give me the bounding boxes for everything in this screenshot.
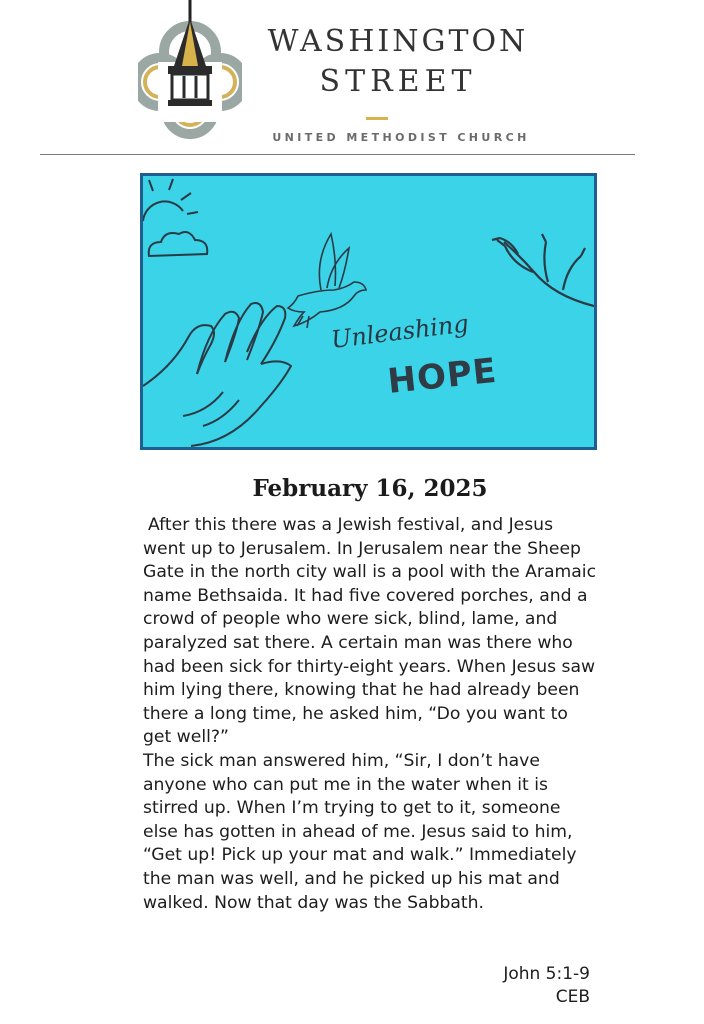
bulletin-date: February 16, 2025 [252,475,488,502]
church-name [238,22,558,102]
header-divider [40,154,635,155]
banner-script-text: Unleashing [329,309,471,354]
sermon-banner [140,173,597,450]
denomination-label: UNITED METHODIST CHURCH [272,131,530,144]
scripture-citation [440,963,590,1009]
branch-icon [492,234,594,306]
scripture-reference: John 5:1-9 [503,964,590,984]
scripture-paragraph-1: After this there was a Jewish festival, and Jesus went up to Jerusalem. In Jerusalem near the Sheep Gate in the north city wall is a pool with the Aramaic name Bethsaida. It had five covered porches, and a crowd of people who were sick, blind, lame, and paralyzed sat there. A certain man was there who had been sick for thirty-eight years. When Jesus saw him lying there, knowing that he had already been there a long time, he asked him, “Do you want to get well?” [143,515,597,748]
sun-cloud-icon [143,179,207,256]
steeple-quatrefoil-icon [138,0,242,140]
scripture-passage [143,514,598,915]
church-name-line2: STREET [319,64,477,99]
gold-divider [366,117,388,120]
scripture-translation: CEB [555,987,590,1007]
hand-icon [143,303,291,446]
church-name-line1: WASHINGTON [267,24,529,59]
scripture-paragraph-2: The sick man answered him, “Sir, I don’t have anyone who can put me in the water when it is stirred up. When I’m trying to get to it, someone else has gotten in ahead of me. Jesus said to him, “Get up! Pick up your mat and walk.” Immediately the man was well, and he picked up his mat and walked. Now that day was the Sabbath. [143,750,577,913]
dove-icon [288,234,366,328]
banner-hope-text: HOPE [385,350,499,402]
